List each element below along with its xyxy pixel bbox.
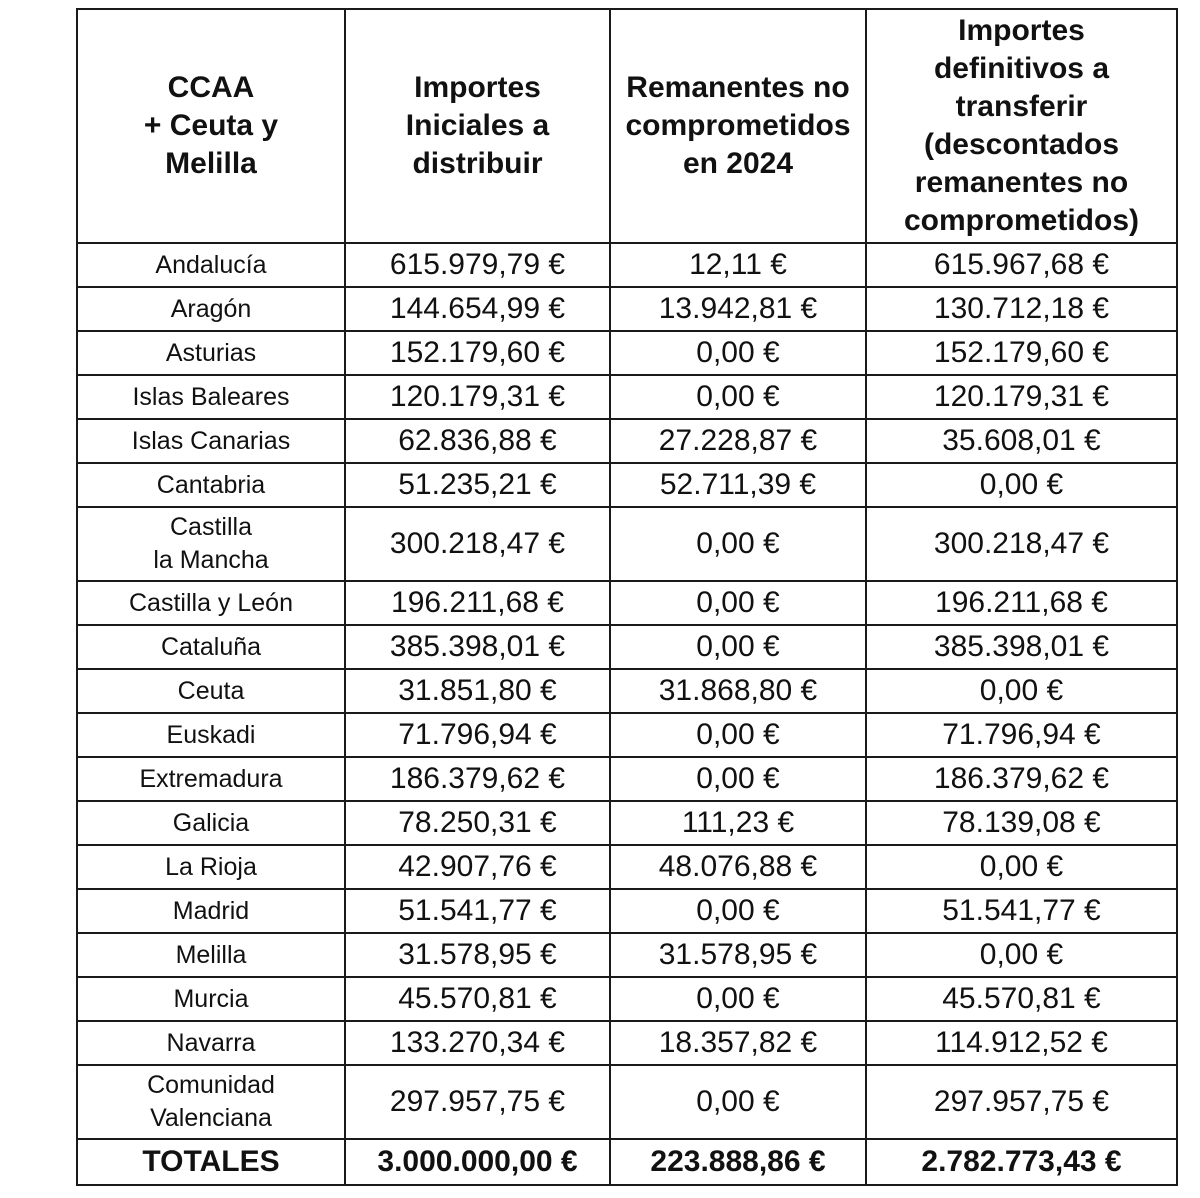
header-importes-iniciales-label: Importes Iniciales a distribuir	[405, 71, 550, 180]
region-cell: Cantabria	[77, 463, 345, 507]
inicial-cell: 62.836,88 €	[345, 419, 610, 463]
inicial-cell: 51.235,21 €	[345, 463, 610, 507]
table-row	[77, 845, 1177, 889]
remanente-cell: 31.578,95 €	[610, 933, 866, 977]
remanente-cell: 0,00 €	[610, 375, 866, 419]
totals-label: TOTALES	[77, 1139, 345, 1185]
region-cell: Cataluña	[77, 625, 345, 669]
definitivo-cell: 0,00 €	[866, 463, 1177, 507]
table-row	[77, 419, 1177, 463]
table-row	[77, 287, 1177, 331]
table-row	[77, 243, 1177, 287]
remanente-cell: 0,00 €	[610, 331, 866, 375]
region-cell: Asturias	[77, 331, 345, 375]
remanente-cell: 0,00 €	[610, 713, 866, 757]
remanente-cell: 0,00 €	[610, 977, 866, 1021]
definitivo-cell: 186.379,62 €	[866, 757, 1177, 801]
definitivo-cell: 130.712,18 €	[866, 287, 1177, 331]
inicial-cell: 78.250,31 €	[345, 801, 610, 845]
remanente-cell: 0,00 €	[610, 889, 866, 933]
region-cell: Aragón	[77, 287, 345, 331]
header-importes-definitivos-label: Importes definitivos a transferir (descontados remanentes no comprometidos)	[903, 14, 1140, 237]
region-cell: La Rioja	[77, 845, 345, 889]
table-row	[77, 331, 1177, 375]
totals-inicial: 3.000.000,00 €	[345, 1139, 610, 1185]
region-cell: Islas Canarias	[77, 419, 345, 463]
inicial-cell: 152.179,60 €	[345, 331, 610, 375]
region-cell: Euskadi	[77, 713, 345, 757]
region-cell: Madrid	[77, 889, 345, 933]
inicial-cell: 300.218,47 €	[345, 507, 610, 581]
inicial-cell: 615.979,79 €	[345, 243, 610, 287]
header-row	[77, 9, 1177, 243]
remanente-cell: 0,00 €	[610, 581, 866, 625]
totals-remanente: 223.888,86 €	[610, 1139, 866, 1185]
totals-row	[77, 1139, 1177, 1185]
definitivo-cell: 0,00 €	[866, 933, 1177, 977]
table-row	[77, 977, 1177, 1021]
inicial-cell: 71.796,94 €	[345, 713, 610, 757]
region-cell: Murcia	[77, 977, 345, 1021]
definitivo-cell: 45.570,81 €	[866, 977, 1177, 1021]
remanente-cell: 52.711,39 €	[610, 463, 866, 507]
region-cell-label: Comunidad Valenciana	[147, 1071, 275, 1132]
region-cell	[77, 507, 345, 581]
table-row	[77, 713, 1177, 757]
header-ccaa	[77, 9, 345, 243]
table-row	[77, 889, 1177, 933]
header-importes-definitivos	[866, 9, 1177, 243]
remanente-cell: 0,00 €	[610, 625, 866, 669]
region-cell: Andalucía	[77, 243, 345, 287]
definitivo-cell: 0,00 €	[866, 669, 1177, 713]
remanente-cell: 27.228,87 €	[610, 419, 866, 463]
region-cell: Islas Baleares	[77, 375, 345, 419]
header-importes-iniciales	[345, 9, 610, 243]
table-row	[77, 625, 1177, 669]
definitivo-cell: 78.139,08 €	[866, 801, 1177, 845]
remanente-cell: 0,00 €	[610, 757, 866, 801]
table-row	[77, 669, 1177, 713]
region-cell: Extremadura	[77, 757, 345, 801]
table-row	[77, 933, 1177, 977]
inicial-cell: 31.851,80 €	[345, 669, 610, 713]
region-cell: Galicia	[77, 801, 345, 845]
table-row	[77, 1021, 1177, 1065]
definitivo-cell: 35.608,01 €	[866, 419, 1177, 463]
table-row	[77, 375, 1177, 419]
table-row	[77, 1065, 1177, 1139]
region-cell-label: Castilla la Mancha	[153, 513, 269, 574]
definitivo-cell: 615.967,68 €	[866, 243, 1177, 287]
inicial-cell: 120.179,31 €	[345, 375, 610, 419]
remanente-cell: 13.942,81 €	[610, 287, 866, 331]
remanente-cell: 0,00 €	[610, 507, 866, 581]
inicial-cell: 196.211,68 €	[345, 581, 610, 625]
definitivo-cell: 300.218,47 €	[866, 507, 1177, 581]
inicial-cell: 385.398,01 €	[345, 625, 610, 669]
region-cell: Navarra	[77, 1021, 345, 1065]
table-row	[77, 757, 1177, 801]
remanente-cell: 0,00 €	[610, 1065, 866, 1139]
inicial-cell: 186.379,62 €	[345, 757, 610, 801]
region-cell: Melilla	[77, 933, 345, 977]
definitivo-cell: 385.398,01 €	[866, 625, 1177, 669]
table-row	[77, 463, 1177, 507]
inicial-cell: 42.907,76 €	[345, 845, 610, 889]
header-remanentes	[610, 9, 866, 243]
definitivo-cell: 0,00 €	[866, 845, 1177, 889]
remanente-cell: 48.076,88 €	[610, 845, 866, 889]
header-ccaa-label: CCAA + Ceuta y Melilla	[143, 71, 279, 180]
definitivo-cell: 114.912,52 €	[866, 1021, 1177, 1065]
table-row	[77, 507, 1177, 581]
definitivo-cell: 51.541,77 €	[866, 889, 1177, 933]
remanente-cell: 31.868,80 €	[610, 669, 866, 713]
inicial-cell: 133.270,34 €	[345, 1021, 610, 1065]
region-cell: Ceuta	[77, 669, 345, 713]
totals-definitivo: 2.782.773,43 €	[866, 1139, 1177, 1185]
inicial-cell: 51.541,77 €	[345, 889, 610, 933]
definitivo-cell: 71.796,94 €	[866, 713, 1177, 757]
definitivo-cell: 152.179,60 €	[866, 331, 1177, 375]
inicial-cell: 31.578,95 €	[345, 933, 610, 977]
region-cell	[77, 1065, 345, 1139]
inicial-cell: 144.654,99 €	[345, 287, 610, 331]
definitivo-cell: 196.211,68 €	[866, 581, 1177, 625]
definitivo-cell: 120.179,31 €	[866, 375, 1177, 419]
remanente-cell: 111,23 €	[610, 801, 866, 845]
inicial-cell: 297.957,75 €	[345, 1065, 610, 1139]
table-row	[77, 801, 1177, 845]
remanente-cell: 18.357,82 €	[610, 1021, 866, 1065]
remanente-cell: 12,11 €	[610, 243, 866, 287]
header-remanentes-label: Remanentes no comprometidos en 2024	[625, 71, 851, 180]
distribution-table	[76, 8, 1178, 1186]
table-row	[77, 581, 1177, 625]
inicial-cell: 45.570,81 €	[345, 977, 610, 1021]
region-cell: Castilla y León	[77, 581, 345, 625]
definitivo-cell: 297.957,75 €	[866, 1065, 1177, 1139]
